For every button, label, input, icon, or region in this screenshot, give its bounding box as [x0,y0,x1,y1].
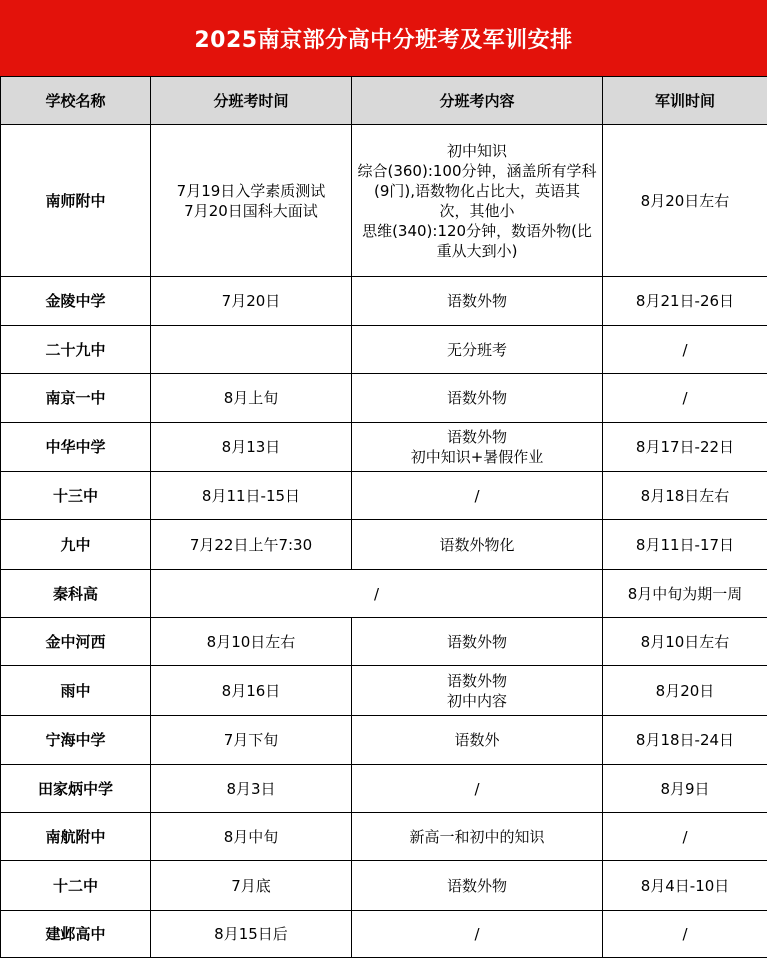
exam-content-cell-line: 初中知识+暑假作业 [410,448,544,466]
exam-content-cell-line: / [474,779,480,798]
table-row [1,570,767,618]
exam-content-cell [352,125,603,277]
exam-time-cell-line: 8月上旬 [223,389,279,407]
exam-content-cell-line: 语数外 [454,731,500,749]
table-row [1,911,767,958]
military-time-cell: / [603,813,767,861]
exam-time-cell-line: 7月底 [231,876,271,895]
school-name-cell: 九中 [1,520,151,570]
exam-content-cell-line: 语数外物 [446,389,507,407]
exam-content-cell [352,423,603,472]
exam-time-cell-line: 8月10日左右 [206,632,296,651]
exam-time-cell [151,326,352,374]
table-row [1,374,767,423]
table-row [1,765,767,813]
school-name-cell: 南京一中 [1,374,151,423]
exam-content-cell [352,374,603,423]
exam-content-cell [352,861,603,911]
school-name-cell: 雨中 [1,666,151,716]
table-row [1,618,767,666]
exam-time-cell-line: 7月20日国科大面试 [184,201,318,220]
table-row [1,277,767,326]
table-row [1,666,767,716]
military-time-cell: 8月20日左右 [603,125,767,277]
exam-content-cell-line: 重从大到小) [436,241,518,260]
exam-content-cell-line: / [474,486,480,505]
school-name-cell: 中华中学 [1,423,151,472]
exam-content-cell-line: (9门),语数物化占比大，英语其 [373,181,581,200]
exam-time-cell [151,765,352,813]
table-row [1,472,767,520]
schedule-table [0,76,767,958]
table-row [1,716,767,765]
table-header-row [1,77,767,125]
exam-time-cell [151,423,352,472]
school-name-cell: 金陵中学 [1,277,151,326]
exam-time-cell [151,911,352,958]
exam-time-cell [151,520,352,570]
table-row [1,326,767,374]
exam-time-cell-line: 7月20日 [221,292,281,310]
table-row [1,813,767,861]
school-name-cell: 宁海中学 [1,716,151,765]
exam-content-cell [352,666,603,716]
exam-time-cell-line: 8月15日后 [214,925,288,943]
exam-content-cell-line: 语数外物 [446,292,507,310]
column-header-exam-content: 分班考内容 [352,77,603,125]
military-time-cell: 8月11日-17日 [603,520,767,570]
military-time-cell: / [603,374,767,423]
exam-content-cell [352,618,603,666]
school-name-cell: 十二中 [1,861,151,911]
exam-content-cell-line: 语数外物 [446,428,507,446]
school-name-cell: 南航附中 [1,813,151,861]
exam-time-cell [151,716,352,765]
exam-content-cell-line: 无分班考 [446,340,507,359]
table-row [1,423,767,472]
exam-content-cell [352,520,603,570]
exam-time-cell [151,277,352,326]
exam-content-cell [352,911,603,958]
exam-content-cell-line: 语数外物 [446,671,507,690]
exam-content-cell-line: 初中内容 [446,691,507,710]
exam-time-cell [151,374,352,423]
table-row [1,520,767,570]
military-time-cell: 8月18日左右 [603,472,767,520]
exam-time-cell-line: 7月22日上午7:30 [189,535,313,554]
military-time-cell: / [603,911,767,958]
military-time-cell: 8月9日 [603,765,767,813]
exam-content-cell-line: 语数外物 [446,632,507,651]
exam-content-cell [352,472,603,520]
military-time-cell: 8月4日-10日 [603,861,767,911]
exam-content-cell [352,277,603,326]
exam-content-cell-line: 综合(360):100分钟，涵盖所有学科 [357,161,597,180]
school-name-cell: 二十九中 [1,326,151,374]
exam-time-cell-line: 8月3日 [226,779,276,798]
column-header-military-time: 军训时间 [603,77,767,125]
exam-time-cell-line: 7月19日入学素质测试 [176,181,326,200]
column-header-exam-time: 分班考时间 [151,77,352,125]
exam-content-cell-line: 语数外物 [446,876,507,895]
exam-content-cell-line: 新高一和初中的知识 [409,827,545,846]
exam-time-cell [151,666,352,716]
exam-time-cell-line: 7月下旬 [223,731,279,749]
military-time-cell: 8月中旬为期一周 [603,570,767,618]
exam-content-cell-line: / [474,925,480,943]
exam-content-cell-line: 语数外物化 [439,535,515,554]
school-name-cell: 十三中 [1,472,151,520]
exam-time-cell-line: 8月13日 [221,438,281,456]
exam-content-cell [352,326,603,374]
military-time-cell: 8月20日 [603,666,767,716]
military-time-cell: 8月18日-24日 [603,716,767,765]
school-name-cell: 田家炳中学 [1,765,151,813]
exam-content-cell-line: 初中知识 [446,141,507,160]
exam-time-cell [151,813,352,861]
exam-content-cell [352,765,603,813]
page-title: 2025南京部分高中分班考及军训安排 [0,0,767,76]
military-time-cell: / [603,326,767,374]
exam-content-cell [352,716,603,765]
military-time-cell: 8月21日-26日 [603,277,767,326]
exam-content-cell-line: 思维(340):120分钟，数语外物(比 [362,221,592,240]
school-name-cell: 南师附中 [1,125,151,277]
exam-time-cell [151,861,352,911]
exam-time-cell-line: 8月16日 [221,681,281,700]
school-name-cell: 金中河西 [1,618,151,666]
column-header-school: 学校名称 [1,77,151,125]
exam-time-cell-line: 8月中旬 [223,827,279,846]
military-time-cell: 8月10日左右 [603,618,767,666]
merged-exam-cell: / [151,570,603,618]
exam-time-cell-line: 8月11日-15日 [201,486,301,505]
table-row [1,125,767,277]
exam-time-cell [151,125,352,277]
military-time-cell: 8月17日-22日 [603,423,767,472]
table-row [1,861,767,911]
school-name-cell: 建邺高中 [1,911,151,958]
exam-time-cell [151,472,352,520]
exam-time-cell [151,618,352,666]
exam-content-cell-line: 次，其他小 [439,201,515,220]
exam-content-cell [352,813,603,861]
school-name-cell: 秦科高 [1,570,151,618]
table-body [1,125,767,958]
